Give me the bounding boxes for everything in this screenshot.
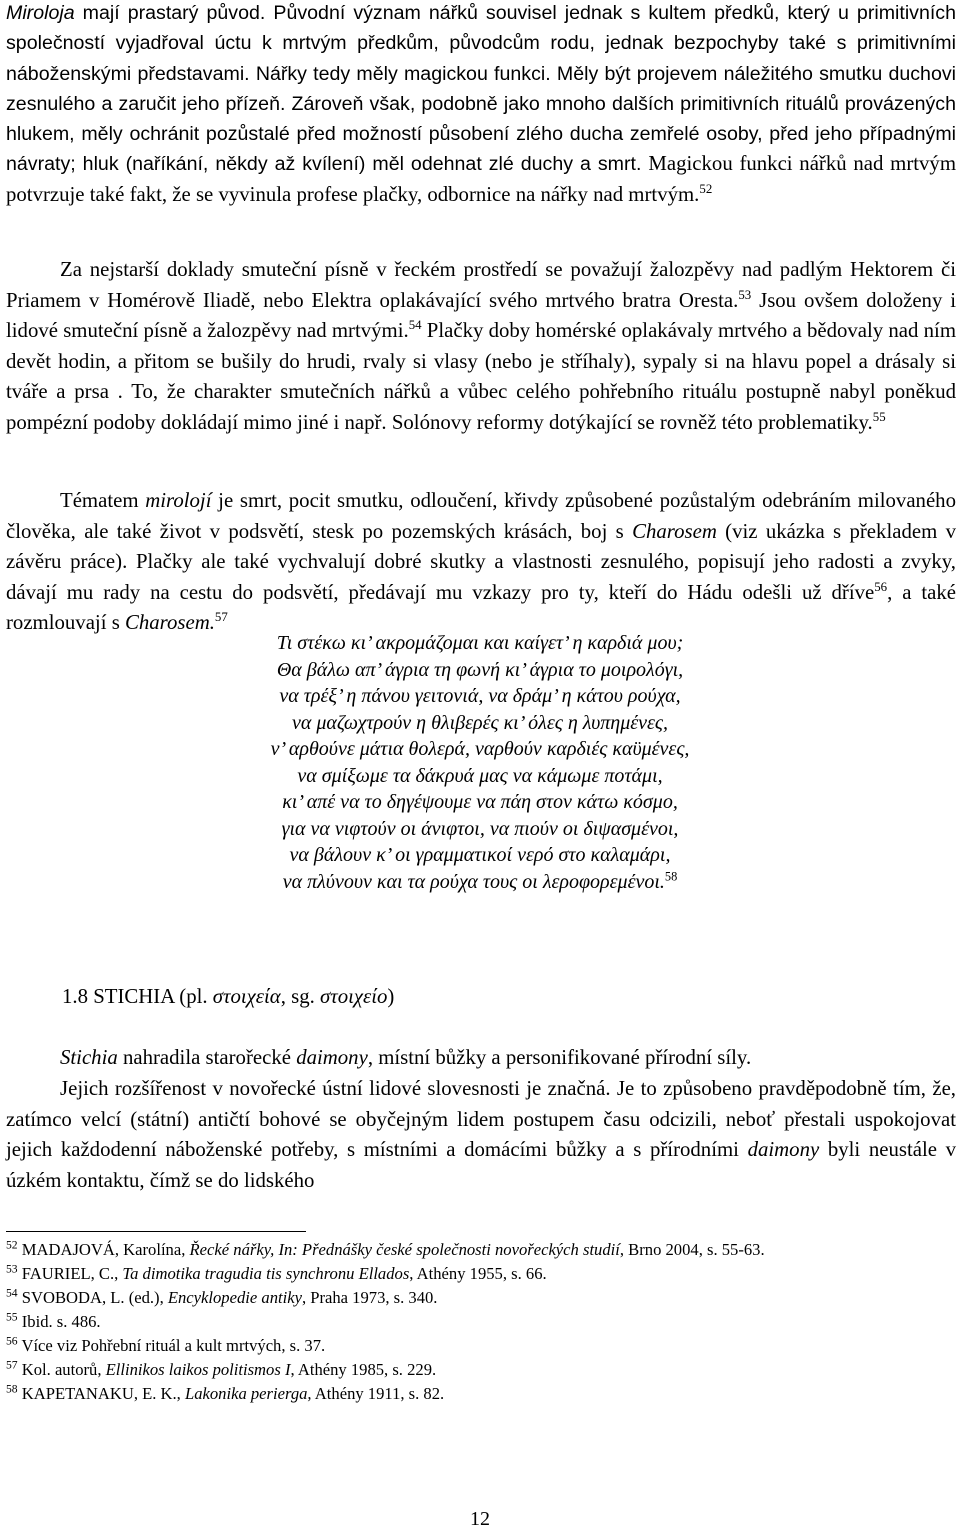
poem-line: να σμίξωμε τα δάκρυά μας να κάμωμε ποτάμι, [297,764,663,787]
paragraph-stichia-intro [6,1043,956,1074]
paragraph-text: Jsou ovšem doloženy i lidové smuteční písně a žalozpěvy nad mrtvými. [6,288,956,342]
paragraph-text: byli neustále v úzkém kontaktu, čímž se do lidského [6,1138,956,1192]
poem-line: ν’ αρθούνε μάτια θολερά, ναρθούν καρδιές καϋμένες, [270,738,690,760]
footnote-ref-58: 58 [664,868,678,883]
greek-poem [180,630,780,895]
paragraph-text: Jejich rozšířenost v novořecké ústní lidové slovesnosti je značná. [60,1077,617,1100]
poem-line: κι’ απέ να το δηγέψουμε να πάη στον κάτω κόσμο, [282,791,678,813]
paragraph-text: Za nejstarší doklady smuteční písně v řeckém prostředí se považují žalozpěvy nad padlým Hektorem či Priamem v Homérově Iliadě, nebo Elektra oplakávající svého mrtvého bratra Oresta. [6,258,956,312]
footnotes [6,1238,956,1406]
paragraph-text: Tématem [60,489,146,512]
footnote-ref-56: 56 [874,579,888,594]
footnote-56: $^{56}$ Více viz Pohřební rituál a kult mrtvých, s. 37. [6,1334,326,1355]
paragraph-oldest-evidence [6,255,956,438]
paragraph-text: Plačky doby homérské oplakávaly mrtvého a bědovaly nad ním devět hodin, a přitom se bušily do hrudi, rvaly si vlasy (nebo je stříhaly), sypaly si na hlavu popel a drásaly si tváře a prsa . To, že charakter smutečních nářků a vůbec celého pohřebního rituálu postupně nabyl poněkud pompézní podoby dokládají mimo jiné i např. Solónovy reformy dotýkající se rovněž této problematiky. [6,319,956,434]
paragraph-text: (viz ukázka s překladem v závěru práce). Plačky ale také vychvalují dobré skutky a vlastnosti zesnulého, popisují jeho radosti a zvyky, dávají mu rady na cestu do podsvětí, předávají mu vzkazy pro ty, kteří do Hádu odešli už dříve [6,519,956,604]
footnote-53: $^{53}$ FAURIEL, C., Ta dimotika tragudia tis synchronu Ellados, Athény 1955, s. 66. [6,1262,547,1283]
poem-line: να πλύνουν και τα ρούχα τους οι λεροφορεμένοι.$^{58}$ [282,868,678,893]
footnote-ref-52: 52 [699,181,713,196]
footnote-ref-57: 57 [214,610,228,625]
paragraph-themes [6,486,956,639]
poem-line: Θα βάλω απ’ άγρια τη φωνή κι’ άγρια το μοιρολόγι, [276,658,684,681]
paragraph-text: je smrt, pocit smutku, odloučení, křivdy způsobené pozůstalým odebráním milovaného člověka, ale také život v podsvětí, stesk po pozemských krásách, boj s [6,489,956,543]
paragraph-text: , místní bůžky a personifikované přírodní síly. [367,1046,752,1069]
poem-line: Τι στέκω κι’ ακρομάζομαι και καίγετ’ η καρδιά μου; [276,632,684,654]
poem-line: για να νιφτούν οι άνιφτοι, να πιούν οι διψασμένοι, [281,817,679,840]
poem-line: να τρέξ’ η πάνου γειτονιά, να δράμ’ η κάτου ρούχα, [279,685,681,707]
footnote-separator [6,1231,306,1232]
section-heading: 1.8 STICHIA (pl. στοιχεία, sg. στοιχείο) [62,985,395,1008]
page-number: 12 [470,1508,490,1530]
footnote-ref-53: 53 [738,287,752,302]
poem-line: να μαζωχτρούν η θλιβερές κι’ όλες η λυπημένες, [291,711,668,734]
term-miroloja: Miroloja [6,2,75,24]
paragraph-text: Magickou funkci nářků nad mrtvým potvrzuje také fakt, že se vyvinula profese plačky, odbornice na nářky nad mrtvým. [6,152,956,206]
term-stichia: Stichia [60,1046,118,1069]
footnote-55: $^{55}$ Ibid. s. 486. [6,1310,101,1331]
footnote-52: $^{52}$ MADAJOVÁ, Karolína, Řecké nářky, In: Přednášky české společnosti novořeckých studií, Brno 2004, s. 55-63. [6,1238,765,1259]
term-daimony: daimony [747,1138,820,1161]
footnote-ref-54: 54 [408,318,422,333]
footnote-ref-55: 55 [872,409,886,424]
footnote-54: $^{54}$ SVOBODA, L. (ed.), Encyklopedie antiky, Praha 1973, s. 340. [6,1286,438,1307]
term-charos: Charosem [632,519,717,543]
term-charos: Charosem. [124,611,215,634]
paragraph-text: nahradila starořecké [117,1046,297,1069]
footnote-58: $^{58}$ KAPETANAKU, E. K., Lakonika perierga, Athény 1911, s. 82. [6,1382,445,1403]
paragraph-stichia-spread [6,1074,956,1196]
poem-line: να βάλουν κ’ οι γραμματικοί νερό στο καλαμάρι, [289,844,671,866]
paragraph-mirolojia-origin [6,0,956,209]
footnote-57: $^{57}$ Kol. autorů, Ellinikos laikos politismos I, Athény 1985, s. 229. [6,1358,437,1379]
paragraph-text: mají prastarý původ. Původní význam nářků souvisel jednak s kultem předků, který u primitivních společností vyjadřoval úctu k mrtvým předkům, původcům rodu, jednak bezpochyby také s primitivními náboženskými představami. Nářky tedy měly magickou funkci. Měly být projevem náležitého smutku duchovi zesnulého a zaručit jeho přízeň. Zároveň však, podobně jako mnoho dalších primitivních rituálů provázených hlukem, měly ochránit pozůstalé před možností působení zlého ducha zemřelé osoby, před jeho případnými návraty; hluk (naříkání, někdy až kvílení) měl odehnat zlé duchy a smrt. [6,2,956,176]
term-mirolojí: mirolojí [145,489,212,512]
paragraph-text: , a také rozmlouvají s [6,580,956,634]
paragraph-text: Je to způsobeno pravděpodobně tím, že, zatímco velcí (státní) antičtí bohové se obyčejným lidem postupem času odcizili, neboť přestali uspokojovat jejich každodenní náboženské potřeby, s místními a domácími bůžky a s přírodními [6,1077,956,1161]
term-daimony: daimony [296,1046,368,1069]
